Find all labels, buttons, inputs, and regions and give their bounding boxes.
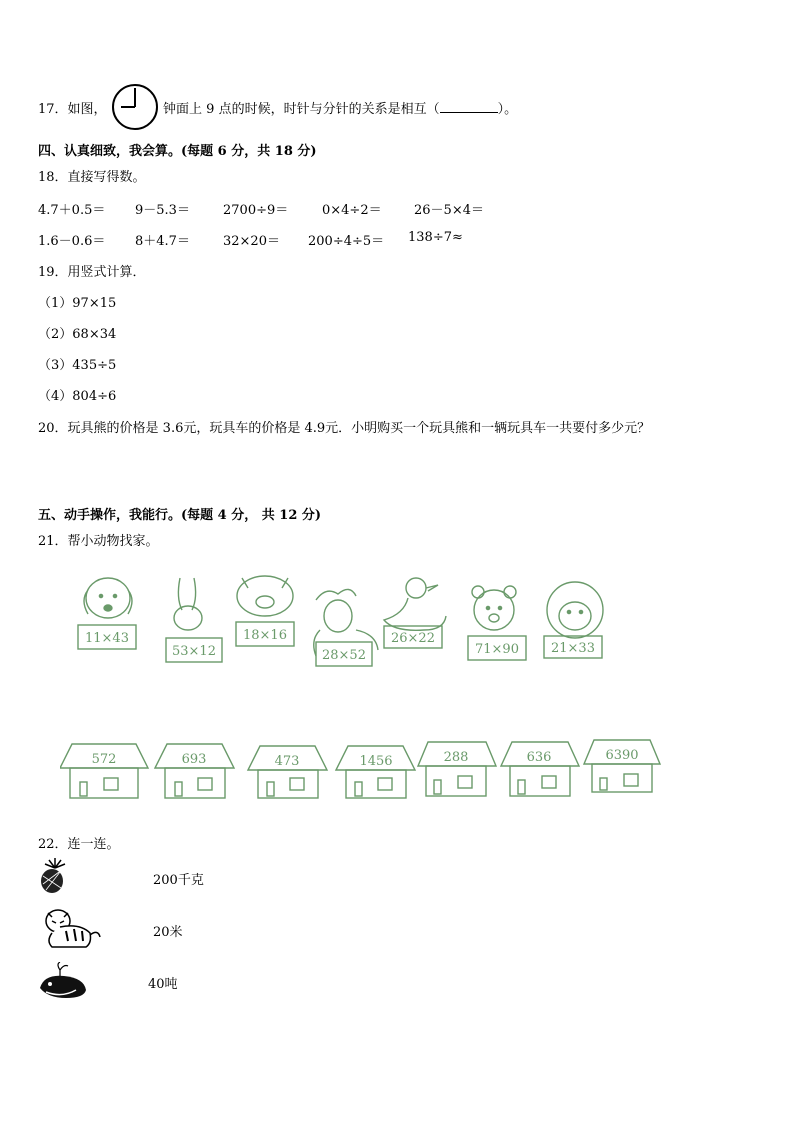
houses-illustration bbox=[60, 738, 665, 806]
q22-title: 22．连一连。 bbox=[38, 837, 120, 852]
q22-label: 40吨 bbox=[148, 977, 178, 992]
house-number: 1456 bbox=[359, 754, 393, 769]
calc-item: 138÷7≈ bbox=[408, 230, 463, 245]
calc-item: 32×20＝ bbox=[223, 234, 280, 249]
answer-blank[interactable] bbox=[440, 101, 498, 113]
animals-illustration bbox=[70, 570, 640, 670]
calc-item: 9－5.3＝ bbox=[135, 203, 190, 218]
house-number: 636 bbox=[526, 750, 552, 765]
q17-part-a: 钟面上 bbox=[163, 102, 203, 117]
house-number: 6390 bbox=[605, 748, 639, 763]
animal-label: 11×43 bbox=[85, 631, 129, 646]
q17-text bbox=[163, 98, 517, 117]
calc-item: 2700÷9＝ bbox=[223, 203, 289, 218]
whale-icon bbox=[38, 962, 90, 1002]
q22-label: 20米 bbox=[153, 925, 183, 940]
house-number: 288 bbox=[443, 750, 469, 765]
q17-prefix: 17．如图， bbox=[38, 102, 107, 117]
vertical-calc-item: （2）68×34 bbox=[38, 327, 117, 342]
calc-item: 8＋4.7＝ bbox=[135, 234, 190, 249]
house-number: 572 bbox=[91, 752, 117, 767]
vertical-calc-item: （3）435÷5 bbox=[38, 358, 117, 373]
q17-part-b: 9 bbox=[206, 102, 215, 117]
q21-title: 21．帮小动物找家。 bbox=[38, 534, 159, 549]
q20-text: 20．玩具熊的价格是 3.6元，玩具车的价格是 4.9元．小明购买一个玩具熊和一辆玩具车一共要付多少元？ bbox=[38, 421, 651, 436]
q17-part-d: ）。 bbox=[497, 102, 518, 117]
section-5-title: 五、动手操作，我能行。(每题 4 分， 共 12 分) bbox=[38, 508, 322, 523]
animal-label: 53×12 bbox=[172, 644, 216, 659]
animal-label: 71×90 bbox=[475, 642, 519, 657]
q22-label: 200千克 bbox=[153, 873, 204, 888]
house-number: 693 bbox=[181, 752, 207, 767]
section-4-title: 四、认真细致，我会算。(每题 6 分，共 18 分) bbox=[38, 144, 317, 159]
vertical-calc-item: （4）804÷6 bbox=[38, 389, 117, 404]
animal-label: 21×33 bbox=[551, 641, 595, 656]
calc-item: 26－5×4＝ bbox=[414, 203, 484, 218]
animal-label: 28×52 bbox=[322, 648, 366, 663]
question-17 bbox=[38, 98, 107, 117]
q17-part-c: 点的时候，时针与分针的关系是相互（ bbox=[218, 102, 440, 117]
house-number: 473 bbox=[274, 754, 300, 769]
calc-item: 1.6－0.6＝ bbox=[38, 234, 106, 249]
q18-title: 18．直接写得数。 bbox=[38, 170, 146, 185]
vertical-calc-item: （1）97×15 bbox=[38, 296, 117, 311]
tiger-icon bbox=[38, 905, 102, 953]
calc-item: 0×4÷2＝ bbox=[322, 203, 382, 218]
pineapple-icon bbox=[38, 858, 72, 894]
animal-label: 18×16 bbox=[243, 628, 287, 643]
q19-title: 19．用竖式计算． bbox=[38, 265, 146, 280]
animal-label: 26×22 bbox=[391, 631, 435, 646]
clock-icon bbox=[110, 82, 160, 132]
calc-item: 200÷4÷5＝ bbox=[308, 234, 385, 249]
calc-item: 4.7＋0.5＝ bbox=[38, 203, 106, 218]
